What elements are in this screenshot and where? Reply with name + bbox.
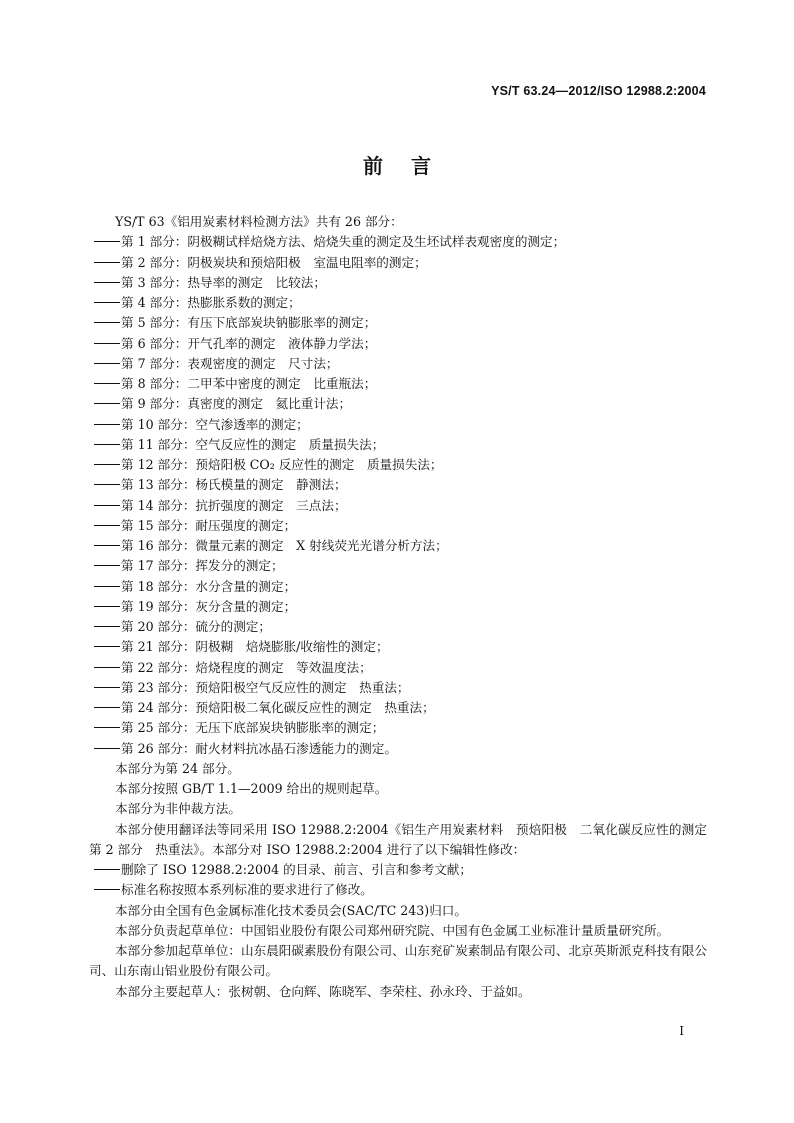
em-dash-mark bbox=[94, 322, 120, 323]
part-list-item bbox=[89, 415, 707, 435]
intro-paragraph: YS/T 63《铝用炭素材料检测方法》共有 26 部分： bbox=[115, 214, 403, 229]
drafters-paragraph: 本部分主要起草人：张树朝、仓向辉、陈晓军、李荣柱、孙永玲、于益如。 bbox=[115, 983, 531, 999]
em-dash-mark bbox=[94, 282, 120, 283]
em-dash-mark bbox=[94, 424, 120, 425]
em-dash-mark bbox=[94, 869, 120, 870]
part-list-item bbox=[89, 536, 707, 556]
em-dash-mark bbox=[94, 565, 120, 566]
page-title: 前言 bbox=[363, 154, 459, 178]
part-list-item bbox=[89, 273, 707, 293]
part-list-item-text: 第 8 部分：二甲苯中密度的测定 比重瓶法； bbox=[121, 376, 377, 391]
part-list-item-text: 第 2 部分：阴极炭块和预焙阳极 室温电阻率的测定； bbox=[121, 254, 427, 270]
part-list-item bbox=[89, 718, 707, 738]
part-list-item-text: 第 11 部分：空气反应性的测定 质量损失法； bbox=[121, 436, 385, 452]
part-list-item bbox=[89, 334, 707, 354]
part-list-item bbox=[89, 617, 707, 637]
part-list-item-text: 第 18 部分：水分含量的测定； bbox=[121, 578, 297, 594]
part-list-item-text: 第 26 部分：耐火材料抗冰晶石渗透能力的测定。 bbox=[121, 740, 397, 756]
part-list-item-text: 第 4 部分：热膨胀系数的测定； bbox=[121, 295, 301, 310]
part-list-item bbox=[89, 394, 707, 414]
part-list-item-text: 第 5 部分：有压下底部炭块钠膨胀率的测定； bbox=[121, 315, 377, 331]
edit-list-item bbox=[89, 860, 707, 880]
em-dash-mark bbox=[94, 646, 120, 647]
part-list-item bbox=[89, 637, 707, 657]
part-list-item bbox=[89, 658, 707, 678]
non-arbitration-paragraph: 本部分为非仲裁方法。 bbox=[115, 801, 241, 817]
part-list-item-text: 第 7 部分：表观密度的测定 尺寸法； bbox=[121, 355, 339, 371]
em-dash-mark bbox=[94, 343, 120, 344]
em-dash-mark bbox=[94, 363, 120, 364]
page-number: I bbox=[679, 1024, 684, 1038]
part-list-item bbox=[89, 739, 707, 759]
edit-list-item-text: 删除了 ISO 12988.2:2004 的目录、前言、引言和参考文献； bbox=[121, 862, 472, 877]
part-list-item-text: 第 25 部分：无压下底部炭块钠膨胀率的测定； bbox=[121, 720, 385, 736]
part-list-item bbox=[89, 253, 707, 273]
part-list-item-text: 第 12 部分：预焙阳极 CO₂ 反应性的测定 质量损失法； bbox=[121, 457, 443, 472]
translation-paragraph: 本部分使用翻译法等同采用 ISO 12988.2:2004《铝生产用炭素材料 预焙阳极 二氧化碳反应性的测定 第 2 部分 热重法》。本部分对 ISO 12988.2:2004 进行了以下编辑性修改： bbox=[89, 821, 720, 857]
em-dash-mark bbox=[94, 727, 120, 728]
em-dash-mark bbox=[94, 545, 120, 546]
em-dash-mark bbox=[94, 505, 120, 506]
part-list-item bbox=[89, 556, 707, 576]
part-list-item bbox=[89, 577, 707, 597]
standard-code: YS/T 63.24—2012/ISO 12988.2:2004 bbox=[491, 84, 706, 98]
em-dash-mark bbox=[94, 403, 120, 404]
edits-list bbox=[89, 860, 707, 901]
part-list-item-text: 第 22 部分：焙烧程度的测定 等效温度法； bbox=[121, 659, 372, 675]
em-dash-mark bbox=[94, 606, 120, 607]
em-dash-mark bbox=[94, 525, 120, 526]
em-dash-mark bbox=[94, 241, 120, 242]
part-list-item bbox=[89, 435, 707, 455]
part-list-item bbox=[89, 455, 707, 475]
part-list-item-text: 第 23 部分：预焙阳极空气反应性的测定 热重法； bbox=[121, 679, 410, 695]
em-dash-mark bbox=[94, 626, 120, 627]
part-list-item-text: 第 6 部分：开气孔率的测定 液体静力学法； bbox=[121, 335, 377, 351]
parts-list bbox=[89, 232, 707, 759]
part-list-item-text: 第 16 部分：微量元素的测定 X 射线荧光光谱分析方法； bbox=[121, 538, 448, 553]
edit-list-item bbox=[89, 880, 707, 900]
part-list-item bbox=[89, 496, 707, 516]
part-list-item-text: 第 21 部分：阴极糊 焙烧膨胀/收缩性的测定； bbox=[121, 639, 389, 655]
part-list-item-text: 第 13 部分：杨氏模量的测定 静测法； bbox=[121, 477, 347, 493]
em-dash-mark bbox=[94, 484, 120, 485]
part-list-item-text: 第 19 部分：灰分含量的测定； bbox=[121, 598, 297, 614]
part-list-item bbox=[89, 232, 707, 252]
em-dash-mark bbox=[94, 444, 120, 445]
part-list-item-text: 第 1 部分：阴极糊试样焙烧方法、焙烧失重的测定及生坯试样表观密度的测定； bbox=[121, 234, 566, 250]
em-dash-mark bbox=[94, 302, 120, 303]
centralized-unit-paragraph: 本部分由全国有色金属标准化技术委员会(SAC/TC 243)归口。 bbox=[115, 902, 467, 918]
part-list-item-text: 第 24 部分：预焙阳极二氧化碳反应性的测定 热重法； bbox=[121, 700, 435, 715]
part-list-item bbox=[89, 313, 707, 333]
part-list-item-text: 第 10 部分：空气渗透率的测定； bbox=[121, 416, 309, 432]
part-list-item bbox=[89, 293, 707, 313]
part-list-item bbox=[89, 374, 707, 394]
part-list-item bbox=[89, 516, 707, 536]
part-list-item bbox=[89, 698, 707, 718]
part-list-item bbox=[89, 678, 707, 698]
part-list-item bbox=[89, 597, 707, 617]
part-list-item bbox=[89, 475, 707, 495]
em-dash-mark bbox=[94, 707, 120, 708]
part-list-item-text: 第 20 部分：硫分的测定； bbox=[121, 619, 271, 634]
part-list-item bbox=[89, 354, 707, 374]
em-dash-mark bbox=[94, 586, 120, 587]
part-list-item-text: 第 17 部分：挥发分的测定； bbox=[121, 558, 284, 574]
part-number-paragraph: 本部分为第 24 部分。 bbox=[115, 760, 240, 776]
em-dash-mark bbox=[94, 687, 120, 688]
em-dash-mark bbox=[94, 748, 120, 749]
edit-list-item-text: 标准名称按照本系列标准的要求进行了修改。 bbox=[121, 882, 373, 898]
part-list-item-text: 第 9 部分：真密度的测定 氦比重计法； bbox=[121, 396, 352, 412]
em-dash-mark bbox=[94, 667, 120, 668]
responsible-unit-paragraph: 本部分负责起草单位：中国铝业股份有限公司郑州研究院、中国有色金属工业标准计量质量研究所。 bbox=[115, 922, 670, 938]
part-list-item-text: 第 3 部分：热导率的测定 比较法； bbox=[121, 274, 326, 290]
participant-unit-paragraph: 本部分参加起草单位：山东晨阳碳素股份有限公司、山东兖矿炭素制品有限公司、北京英斯派克科技有限公司、山东南山铝业股份有限公司。 bbox=[89, 943, 707, 979]
part-list-item-text: 第 15 部分：耐压强度的测定； bbox=[121, 517, 297, 533]
em-dash-mark bbox=[94, 889, 120, 890]
part-list-item-text: 第 14 部分：抗折强度的测定 三点法； bbox=[121, 497, 347, 513]
em-dash-mark bbox=[94, 262, 120, 263]
em-dash-mark bbox=[94, 383, 120, 384]
drafting-rule-paragraph: 本部分按照 GB/T 1.1—2009 给出的规则起草。 bbox=[115, 781, 388, 796]
em-dash-mark bbox=[94, 464, 120, 465]
foreword-body bbox=[89, 212, 720, 1002]
